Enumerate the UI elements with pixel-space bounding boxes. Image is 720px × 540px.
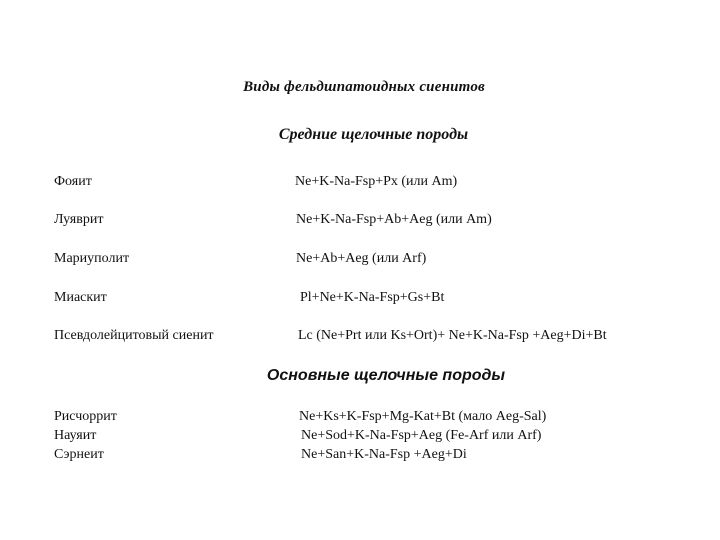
rock-name: Рисчоррит: [54, 409, 117, 424]
rock-formula: Ne+San+K-Na-Fsp +Aeg+Di: [301, 447, 467, 462]
rock-formula: Ne+K-Na-Fsp+Ab+Aeg (или Am): [296, 212, 492, 227]
rock-name: Мариуполит: [54, 251, 130, 266]
rock-formula: Lc (Ne+Prt или Ks+Ort)+ Ne+K-Na-Fsp +Aeg+Di+Bt: [298, 328, 607, 343]
rock-name: Фояит: [54, 174, 92, 189]
rock-name: Псевдолейцитовый сиенит: [54, 328, 214, 343]
rock-formula: Ne+Ks+K-Fsp+Mg-Kat+Bt (мало Aeg-Sal): [299, 409, 547, 424]
section-title-medium-alkaline: Средние щелочные породы: [278, 126, 469, 143]
rock-name: Миаскит: [54, 290, 107, 305]
page-title: Виды фельдшпатоидных сиенитов: [243, 79, 485, 95]
section-title-basic-alkaline: Основные щелочные породы: [266, 367, 506, 384]
rock-name: Науяит: [54, 428, 97, 443]
rock-formula: Ne+K-Na-Fsp+Px (или Am): [295, 174, 458, 189]
rock-formula: Ne+Sod+K-Na-Fsp+Aeg (Fe-Arf или Arf): [301, 428, 542, 443]
rock-formula: Ne+Ab+Aeg (или Arf): [296, 251, 427, 266]
rock-formula: Pl+Ne+K-Na-Fsp+Gs+Bt: [300, 290, 445, 305]
rock-name: Сэрнеит: [54, 447, 104, 462]
rock-name: Луяврит: [54, 212, 104, 227]
